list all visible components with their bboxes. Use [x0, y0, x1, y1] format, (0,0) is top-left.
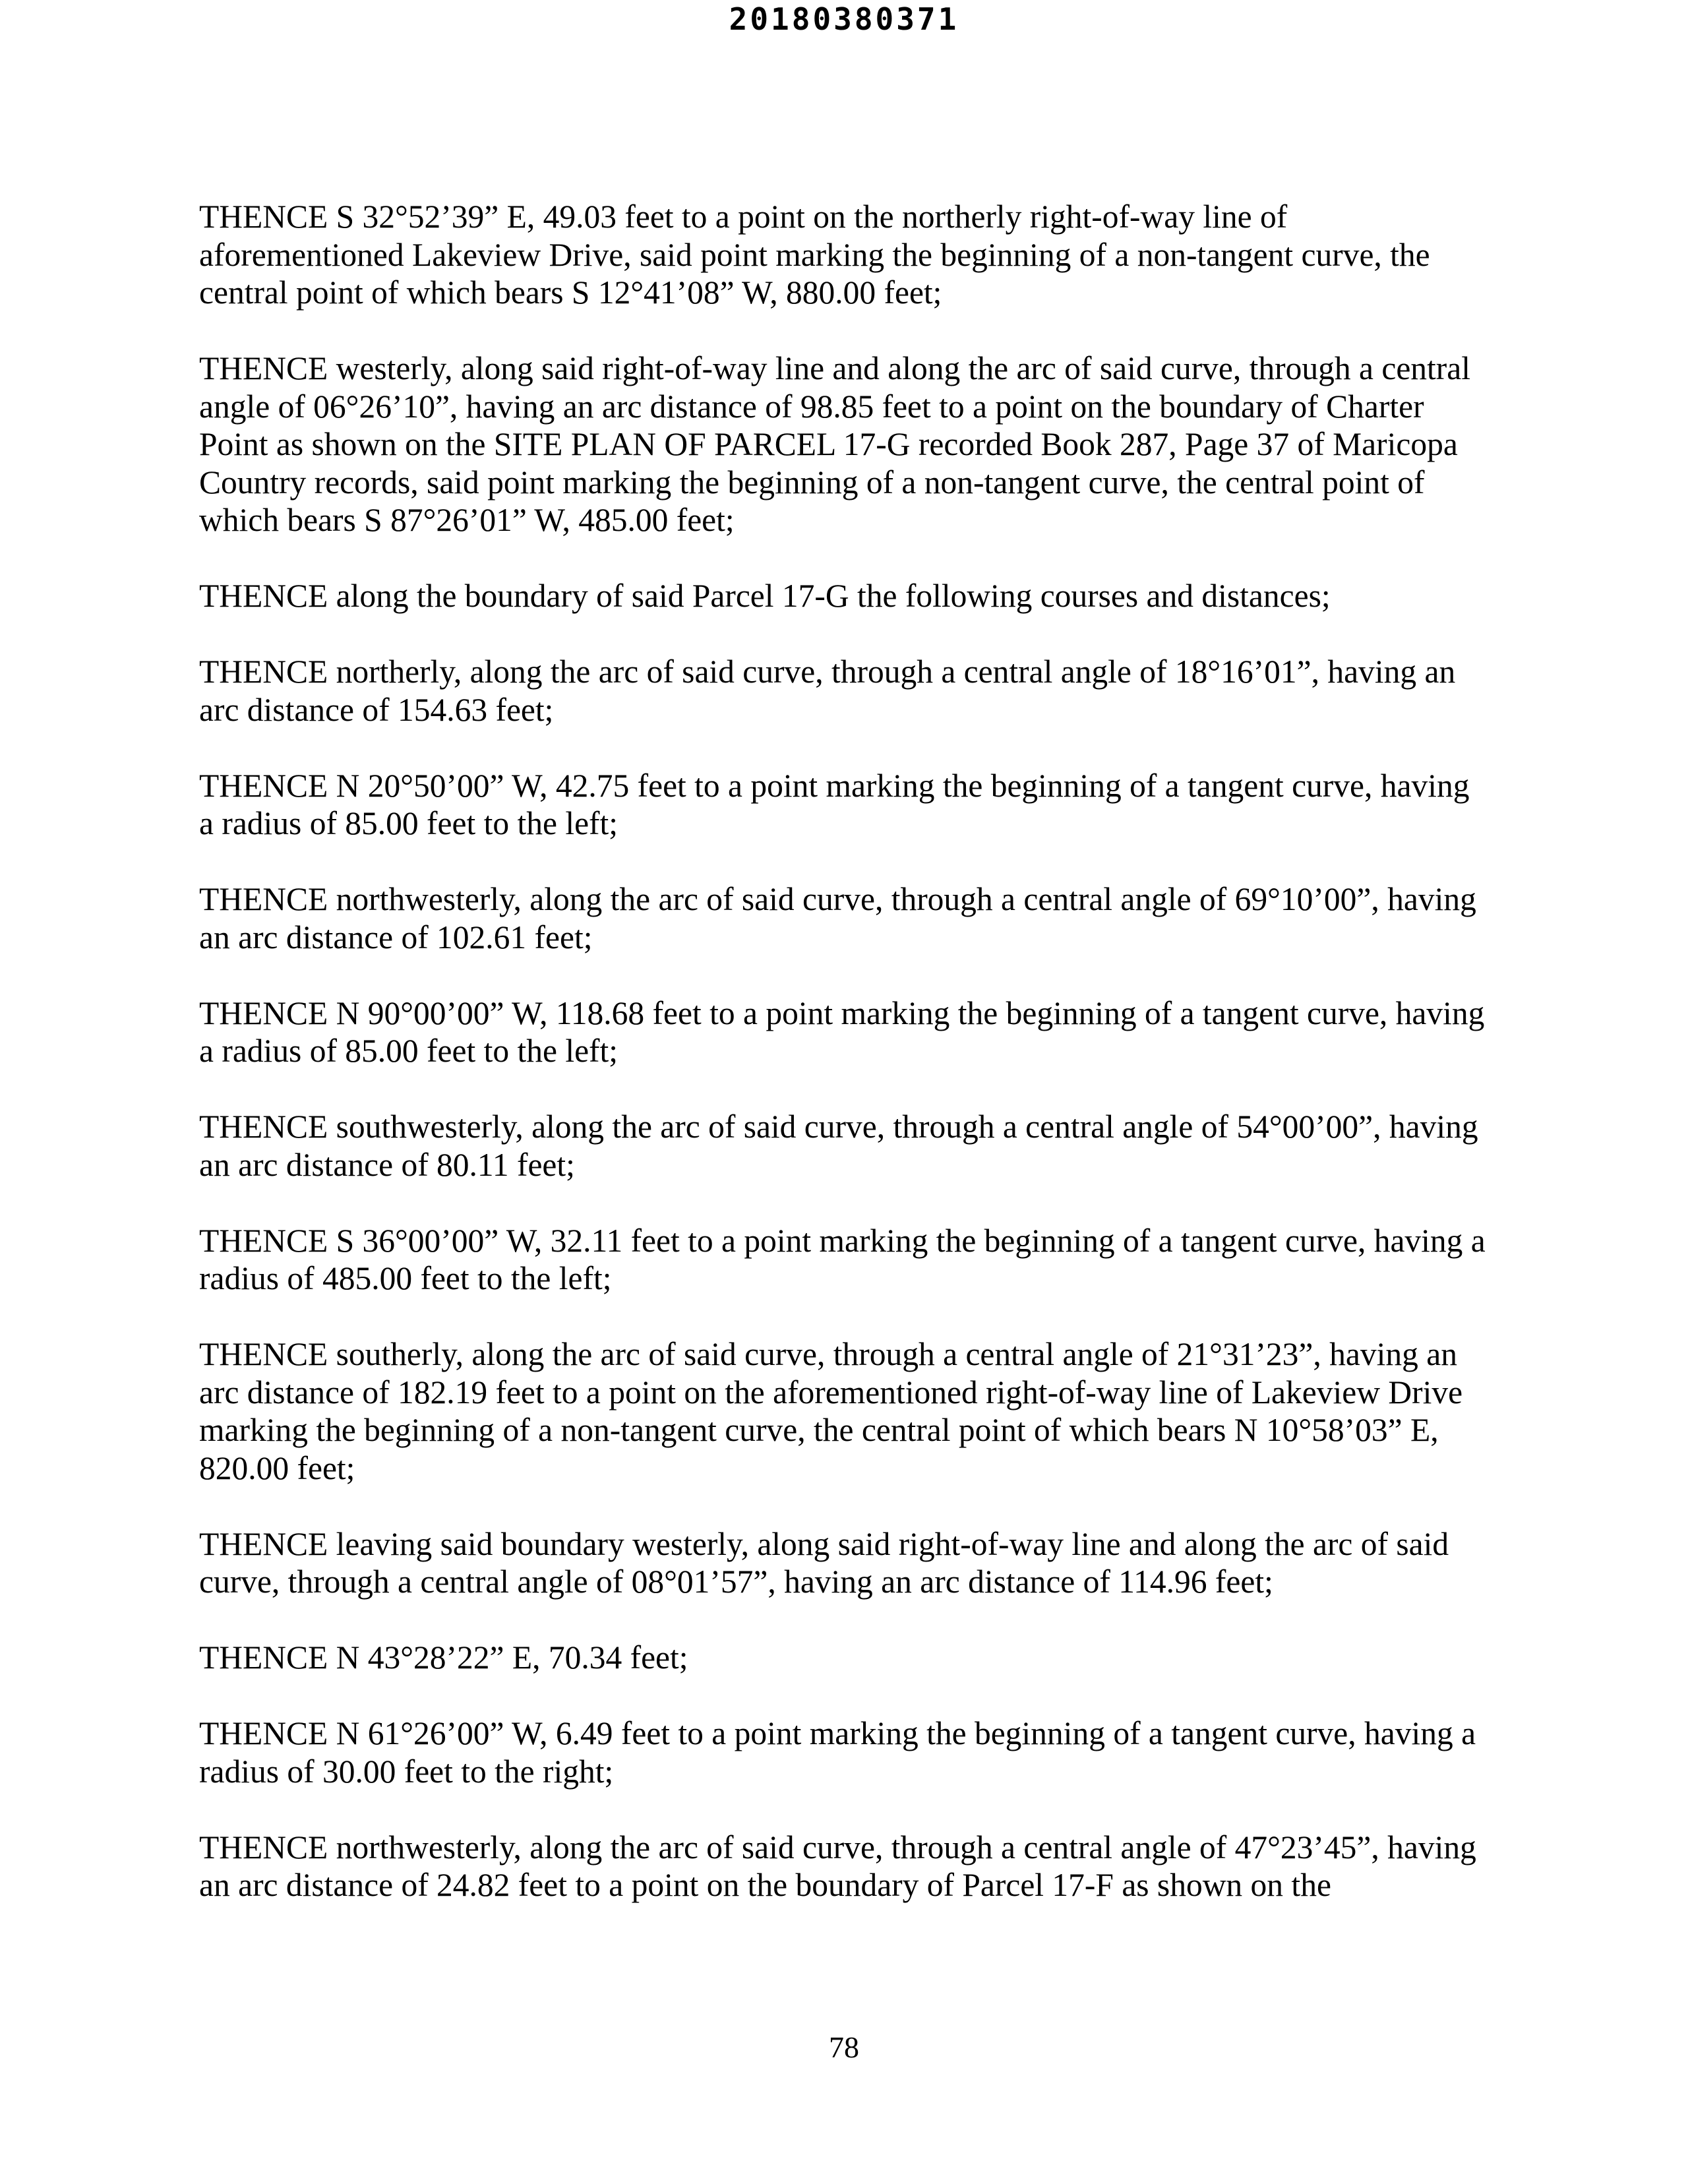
legal-description-body	[199, 198, 1492, 1942]
paragraph: THENCE northwesterly, along the arc of said curve, through a central angle of 69°10’00”, having an arc distance of 102.61 feet;	[199, 881, 1476, 956]
paragraph: THENCE along the boundary of said Parcel 17-G the following courses and distances;	[199, 578, 1331, 614]
paragraph: THENCE leaving said boundary westerly, along said right-of-way line and along the arc of said curve, through a central angle of 08°01’57”, having an arc distance of 114.96 feet;	[199, 1525, 1449, 1600]
paragraph: THENCE N 61°26’00” W, 6.49 feet to a point marking the beginning of a tangent curve, having a radius of 30.00 feet to the right;	[199, 1715, 1476, 1790]
paragraph: THENCE S 32°52’39” E, 49.03 feet to a point on the northerly right-of-way line of aforementioned Lakeview Drive, said point marking the beginning of a non-tangent curve, the central point of which bears S 12°41’08” W, 880.00 feet;	[199, 198, 1430, 311]
paragraph: THENCE westerly, along said right-of-way line and along the arc of said curve, through a central angle of 06°26’10”, having an arc distance of 98.85 feet to a point on the boundary of Charter Point as shown on the SITE PLAN OF PARCEL 17-G recorded Book 287, Page 37 of Maricopa Country records, said point marking the beginning of a non-tangent curve, the central point of which bears S 87°26’01” W, 485.00 feet;	[199, 350, 1471, 538]
paragraph: THENCE northerly, along the arc of said curve, through a central angle of 18°16’01”, having an arc distance of 154.63 feet;	[199, 653, 1456, 728]
paragraph: THENCE N 20°50’00” W, 42.75 feet to a point marking the beginning of a tangent curve, having a radius of 85.00 feet to the left;	[199, 767, 1470, 841]
publication-number: 20180380371	[729, 1, 959, 37]
paragraph: THENCE northwesterly, along the arc of said curve, through a central angle of 47°23’45”, having an arc distance of 24.82 feet to a point on the boundary of Parcel 17-F as shown on the	[199, 1829, 1476, 1903]
paragraph: THENCE southerly, along the arc of said curve, through a central angle of 21°31’23”, having an arc distance of 182.19 feet to a point on the aforementioned right-of-way line of Lakeview Drive marking the beginning of a non-tangent curve, the central point of which bears N 10°58’03” E, 820.00 feet;	[199, 1336, 1463, 1486]
paragraph: THENCE N 43°28’22” E, 70.34 feet;	[199, 1639, 688, 1676]
paragraph: THENCE N 90°00’00” W, 118.68 feet to a point marking the beginning of a tangent curve, having a radius of 85.00 feet to the left;	[199, 994, 1485, 1069]
page-number: 78	[829, 2030, 859, 2064]
paragraph: THENCE southwesterly, along the arc of said curve, through a central angle of 54°00’00”, having an arc distance of 80.11 feet;	[199, 1108, 1478, 1183]
paragraph: THENCE S 36°00’00” W, 32.11 feet to a point marking the beginning of a tangent curve, having a radius of 485.00 feet to the left;	[199, 1222, 1486, 1296]
